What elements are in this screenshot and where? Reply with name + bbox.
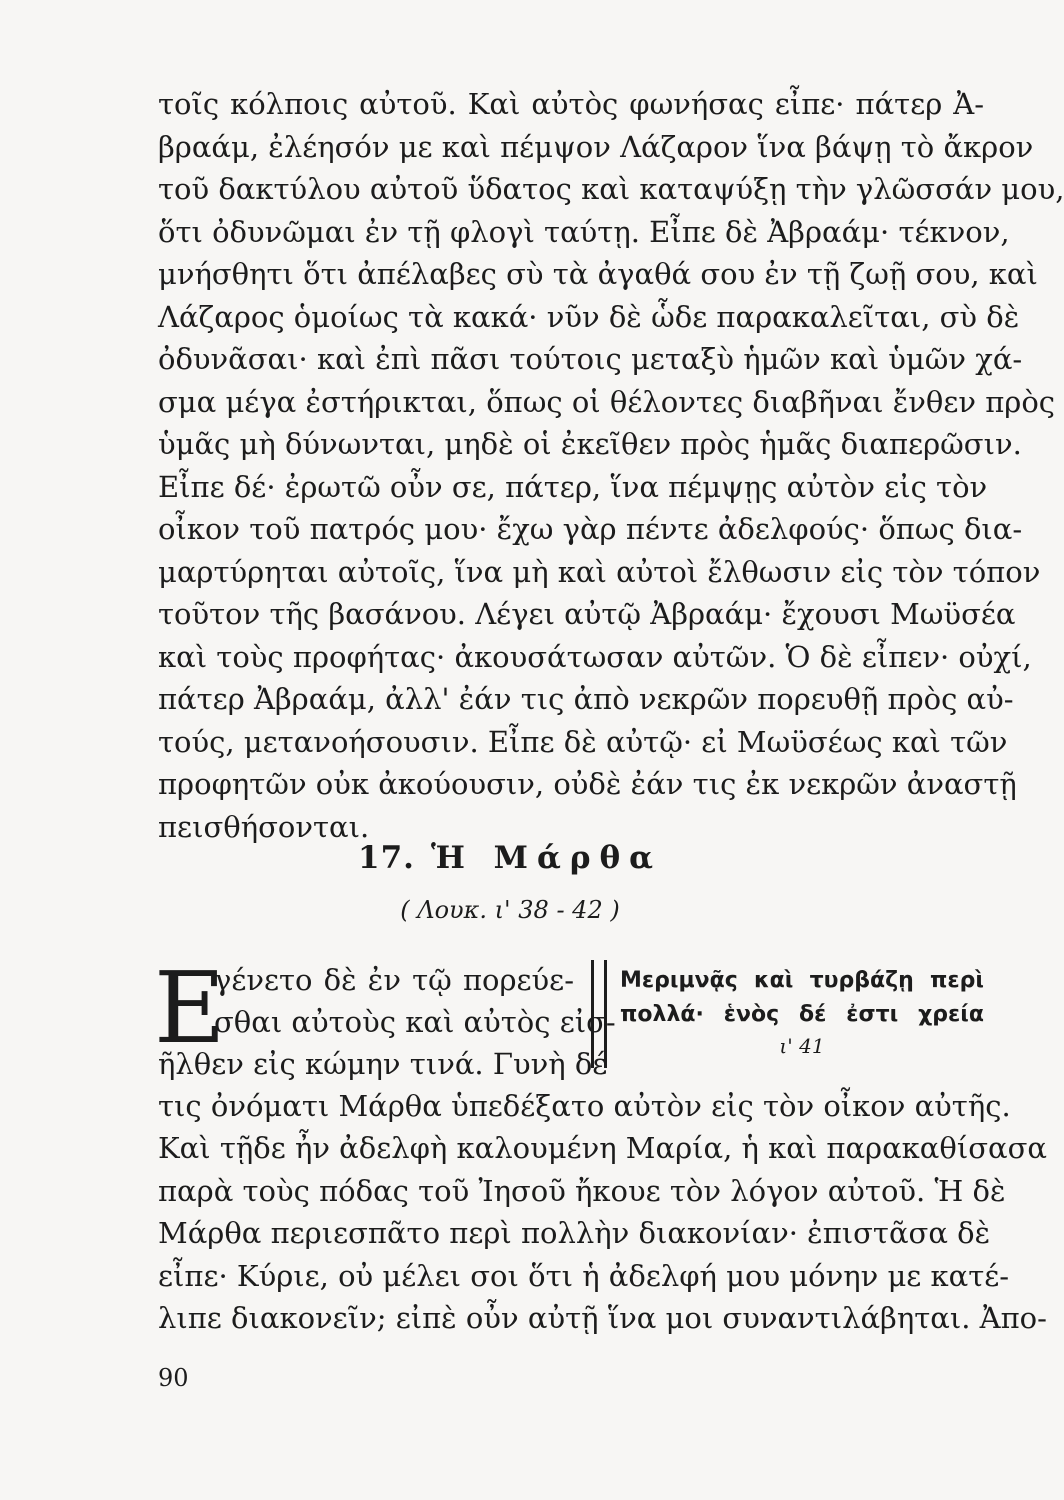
text-line: ὅτι ὀδυνῶμαι ἐν τῇ φλογὶ ταύτῃ. Εἶπε δὲ Ἀβραάμ· τέκνον,: [158, 215, 1010, 249]
sidenote-line: Μεριμνᾷς καὶ τυρβάζῃ περὶ: [620, 968, 984, 993]
text-line: οἶκον τοῦ πατρός μου· ἔχω γὰρ πέντε ἀδελφούς· ὅπως δια-: [158, 512, 1023, 546]
text-line: Μάρθα περιεσπᾶτο περὶ πολλὴν διακονίαν· ἐπιστᾶσα δὲ: [158, 1216, 991, 1250]
text-line: ὑμᾶς μὴ δύνωνται, μηδὲ οἱ ἐκεῖθεν πρὸς ἡμᾶς διαπερῶσιν.: [158, 427, 1022, 461]
sidenote-divider: [591, 960, 607, 1068]
text-line: πάτερ Ἀβραάμ, ἀλλ' ἐάν τις ἀπὸ νεκρῶν πορευθῇ πρὸς αὐ-: [158, 682, 1014, 716]
text-line: Καὶ τῇδε ἦν ἀδελφὴ καλουμένη Μαρία, ἡ καὶ παρακαθίσασα: [158, 1131, 1047, 1165]
sidenote-reference: ι' 41: [779, 1034, 825, 1058]
text-line: λιπε διακονεῖν; εἰπὲ οὖν αὐτῇ ἵνα μοι συναντιλάβηται. Ἀπο-: [158, 1301, 1047, 1335]
text-line: τοῦτον τῆς βασάνου. Λέγει αὐτῷ Ἀβραάμ· ἔχουσι Μωϋσέα: [158, 597, 1016, 631]
text-line: μνήσθητι ὅτι ἀπέλαβες σὺ τὰ ἀγαθά σου ἐν τῇ ζωῇ σου, καὶ: [158, 257, 1038, 291]
sidenote-line: πολλά· ἑνὸς δέ ἐστι χρεία: [620, 1002, 984, 1027]
section-number: 17.: [358, 840, 415, 876]
text-line: βραάμ, ἐλέησόν με καὶ πέμψον Λάζαρον ἵνα βάψῃ τὸ ἄκρον: [158, 130, 1034, 164]
text-line: μαρτύρηται αὐτοῖς, ἵνα μὴ καὶ αὐτοὶ ἔλθωσιν εἰς τὸν τόπον: [158, 555, 1041, 589]
text-line: Εἶπε δέ· ἐρωτῶ οὖν σε, πάτερ, ἵνα πέμψῃς αὐτὸν εἰς τὸν: [158, 470, 988, 504]
text-line: τούς, μετανοήσουσιν. Εἶπε δὲ αὐτῷ· εἰ Μωϋσέως καὶ τῶν: [158, 725, 1008, 759]
section-heading: [0, 840, 1020, 876]
text-line: εἶπε· Κύριε, οὐ μέλει σοι ὅτι ἡ ἀδελφή μου μόνην με κατέ-: [158, 1259, 1010, 1293]
text-line: παρὰ τοὺς πόδας τοῦ Ἰησοῦ ἤκουε τὸν λόγον αὐτοῦ. Ἡ δὲ: [158, 1174, 1006, 1208]
section-reference: ( Λουκ. ι' 38 - 42 ): [400, 896, 620, 924]
text-line: σθαι αὐτοὺς καὶ αὐτὸς εἰσ-: [214, 1005, 616, 1039]
text-line: τις ὀνόματι Μάρθα ὑπεδέξατο αὐτὸν εἰς τὸν οἶκον αὐτῆς.: [158, 1089, 1011, 1123]
section-title: Ἡ Μάρθα: [430, 840, 662, 876]
text-line: Λάζαρος ὁμοίως τὰ κακά· νῦν δὲ ὧδε παρακαλεῖται, σὺ δὲ: [158, 300, 1020, 334]
text-line: τοῦ δακτύλου αὐτοῦ ὕδατος καὶ καταψύξῃ τὴν γλῶσσάν μου,: [158, 172, 1064, 206]
text-line: καὶ τοὺς προφήτας· ἀκουσάτωσαν αὐτῶν. Ὁ δὲ εἶπεν· οὐχί,: [158, 640, 1032, 674]
text-line: τοῖς κόλποις αὐτοῦ. Καὶ αὐτὸς φωνήσας εἶπε· πάτερ Ἀ-: [158, 87, 984, 121]
text-line: προφητῶν οὐκ ἀκούουσιν, οὐδὲ ἐάν τις ἐκ νεκρῶν ἀναστῇ: [158, 767, 1017, 801]
drop-initial: Ε: [154, 952, 226, 1066]
text-line: σμα μέγα ἐστήρικται, ὅπως οἱ θέλοντες διαβῆναι ἔνθεν πρὸς: [158, 385, 1056, 419]
page-number: 90: [158, 1364, 189, 1392]
text-line: γένετο δὲ ἐν τῷ πορεύε-: [214, 963, 574, 997]
text-line: ὀδυνᾶσαι· καὶ ἐπὶ πᾶσι τούτοις μεταξὺ ἡμῶν καὶ ὑμῶν χά-: [158, 342, 1023, 376]
text-line: ῆλθεν εἰς κώμην τινά. Γυνὴ δέ: [158, 1047, 608, 1081]
text-line: πεισθήσονται.: [158, 810, 370, 844]
